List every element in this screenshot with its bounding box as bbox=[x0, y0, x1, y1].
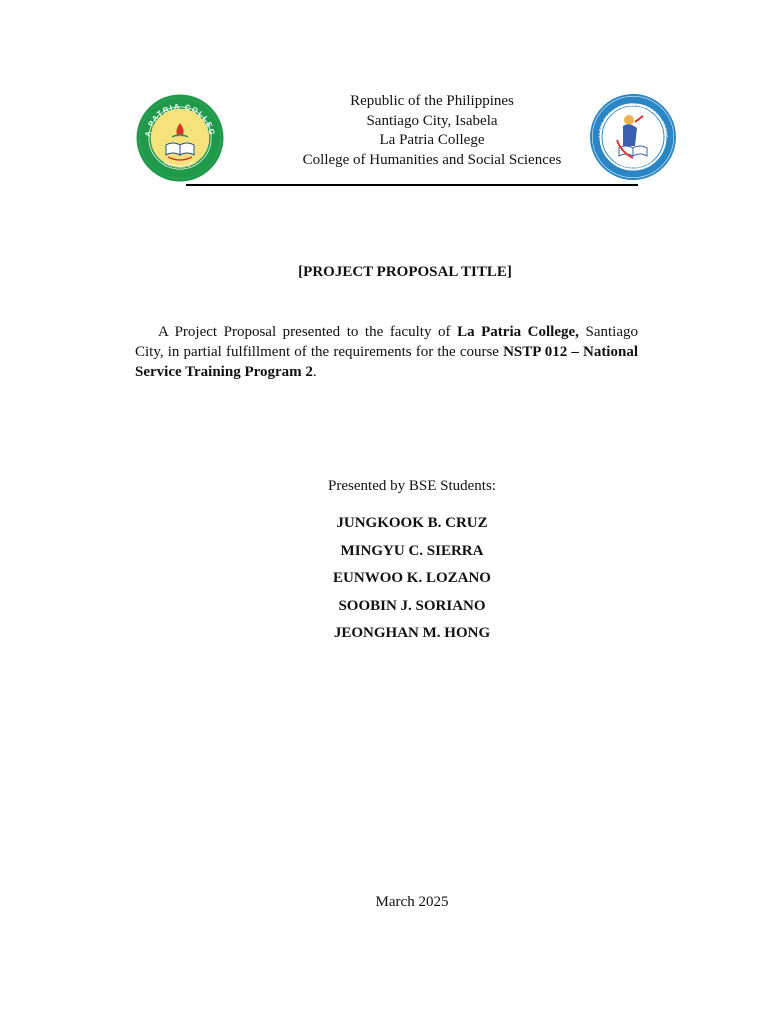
proposal-college-name: La Patria College, bbox=[457, 324, 579, 340]
header-line-city: Santiago City, Isabela bbox=[366, 112, 498, 129]
header-line-department: College of Humanities and Social Sciences bbox=[302, 151, 562, 168]
proposal-statement bbox=[135, 322, 638, 382]
header-divider bbox=[186, 184, 638, 186]
college-humanities-social-sciences-seal-icon bbox=[589, 92, 677, 182]
project-title: [PROJECT PROPOSAL TITLE] bbox=[298, 264, 512, 280]
proposal-text-2: Santiago City, in partial fulfillment of the requirements for the course bbox=[135, 324, 638, 360]
la-patria-college-seal-icon bbox=[136, 93, 224, 183]
proposal-course-name: NSTP 012 – National Service Training Program 2 bbox=[135, 344, 638, 380]
student-name: JUNGKOOK B. CRUZ bbox=[336, 515, 488, 531]
presented-by-label: Presented by BSE Students: bbox=[328, 478, 496, 494]
student-list bbox=[240, 510, 584, 648]
svg-text:COLLEGE OF HUMANITIES AND SOCI: LLEGE OF HUMANITIES AND SOCIAL SCIENC bbox=[596, 101, 670, 138]
student-name: JEONGHAN M. HONG bbox=[333, 625, 491, 641]
student-name: MINGYU C. SIERRA bbox=[340, 542, 484, 559]
submission-date: March 2025 bbox=[375, 894, 449, 910]
header-line-college: La Patria College bbox=[379, 132, 485, 148]
student-name: SOOBIN J. SORIANO bbox=[338, 597, 486, 614]
svg-text:LA PATRIA COLLEGE: LA PATRIA COLLEGE bbox=[611, 159, 655, 172]
institution-header bbox=[282, 92, 582, 170]
svg-text:SANTIAGO CITY: SANTIAGO CITY bbox=[162, 159, 198, 170]
student-name: EUNWOO K. LOZANO bbox=[333, 570, 491, 586]
proposal-text-3: . bbox=[312, 364, 317, 380]
proposal-text-1: A Project Proposal presented to the faculty of bbox=[158, 324, 458, 340]
svg-text:LA PATRIA COLLEGE: A PATRIA COLLEG bbox=[142, 101, 217, 138]
header-line-republic: Republic of the Philippines bbox=[350, 93, 514, 109]
